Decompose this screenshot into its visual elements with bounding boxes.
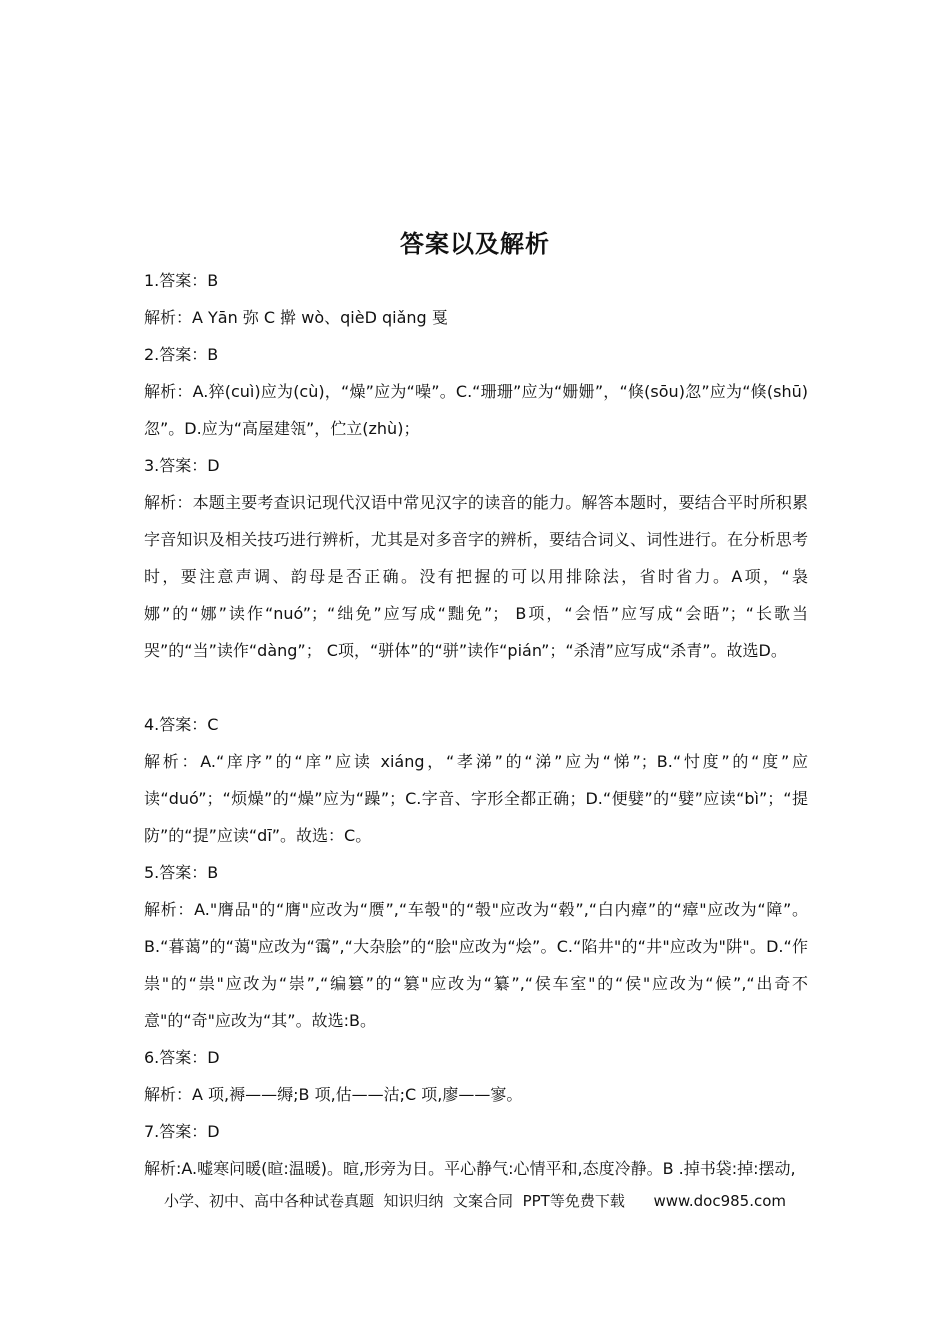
answer-4: 4.答案：C (144, 715, 219, 734)
analysis-2: 解析：A.猝(cuì)应为(cù)，“燥”应为“噪”。C.“珊珊”应为“姗姗”，“倏(sōu)忽”应为“倏(shū)忽”。D.应为“高屋建瓴”，伫立(zhù)； (144, 382, 808, 438)
answer-5: 5.答案：B (144, 863, 219, 882)
answer-7: 7.答案：D (144, 1122, 220, 1141)
page-title: 答案以及解析 (400, 230, 550, 258)
analysis-6: 解析：A 项,褥——缛;B 项,估——沽;C 项,廖——寥。 (144, 1085, 523, 1104)
analysis-5: 解析：A."膺品"的“膺"应改为“赝”,“车彀"的“彀"应改为“毂”,“白内瘴”的“瘴"应改为“障”。B.“暮蔼”的“蔼"应改为“霭”,“大杂脍”的“脍"应改为“烩”。C.“陷井"的“井"应改为"阱"。D.“作祟"的“祟"应改为“崇”,“编篡”的“篡"应改为“纂”,“侯车室"的“侯"应改为“候”,“出奇不意"的“奇"应改为“其”。故选:B。 (144, 900, 808, 1030)
answer-6: 6.答案：D (144, 1048, 220, 1067)
page-footer: 小学、初中、高中各种试卷真题 知识归纳 文案合同 PPT等免费下载 www.doc985.com (163, 1192, 787, 1210)
answer-1: 1.答案：B (144, 271, 219, 290)
analysis-1: 解析：A Yān 弥 C 擀 wò、qièD qiǎng 戛 (144, 308, 448, 327)
answer-3: 3.答案：D (144, 456, 220, 475)
analysis-3: 解析：本题主要考查识记现代汉语中常见汉字的读音的能力。解答本题时，要结合平时所积累字音知识及相关技巧进行辨析，尤其是对多音字的辨析，要结合词义、词性进行。在分析思考时，要注意声调、韵母是否正确。没有把握的可以用排除法，省时省力。A项，“袅娜”的“娜”读作“nuó”；“绌免”应写成“黜免”； B项，“会悟”应写成“会晤”；“长歌当哭”的“当”读作“dàng”； C项，“骈体”的“骈”读作“pián”；“杀清”应写成“杀青”。故选D。 (144, 493, 808, 660)
analysis-4: 解析：A.“庠序”的“庠”应读 xiáng，“孝涕”的“涕”应为“悌”；B.“忖度”的“度”应读“duó”；“烦燥”的“燥”应为“躁”；C.字音、字形全都正确；D.“便嬖”的“嬖”应读“bì”；“提防”的“提”应读“dī”。故选：C。 (144, 752, 808, 845)
answer-list (144, 262, 808, 1187)
analysis-7: 解析:A.嘘寒问暖(暄:温暖)。暄,形旁为日。平心静气:心情平和,态度冷静。B .掉书袋:掉:摆动, (144, 1159, 796, 1178)
answer-2: 2.答案：B (144, 345, 219, 364)
